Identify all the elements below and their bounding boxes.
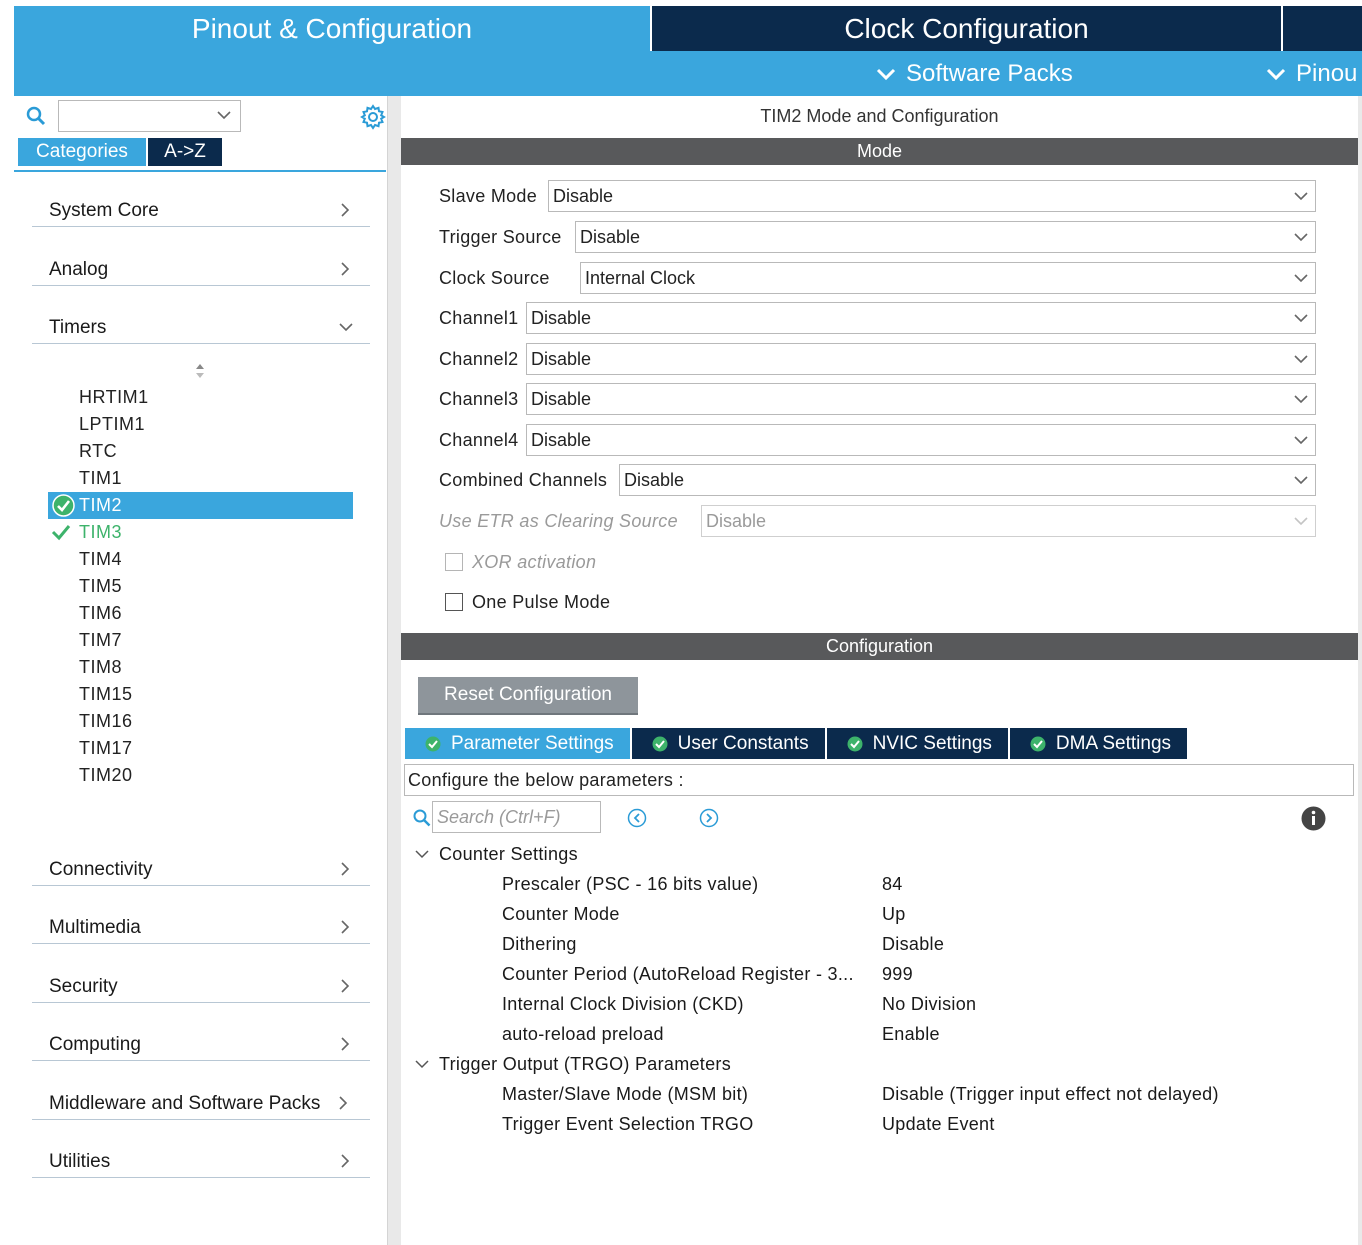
category-label: System Core	[49, 200, 159, 221]
timer-item-tim2[interactable]	[48, 492, 353, 519]
chevron-right-icon	[340, 261, 350, 277]
group-trgo-parameters[interactable]	[415, 1049, 731, 1079]
timer-label: TIM2	[79, 495, 123, 515]
chevron-down-icon	[1293, 433, 1309, 447]
clock-source-row	[439, 262, 1319, 294]
tab-label: DMA Settings	[1055, 732, 1172, 754]
chevron-right-icon	[340, 978, 350, 994]
param-row[interactable]	[502, 959, 1352, 989]
param-name: Master/Slave Mode (MSM bit)	[502, 1083, 749, 1104]
param-value[interactable]: Update Event	[882, 1113, 995, 1134]
next-match-icon[interactable]	[699, 808, 719, 828]
category-multimedia[interactable]	[32, 908, 370, 944]
category-analog[interactable]	[32, 250, 370, 286]
group-counter-settings[interactable]	[415, 839, 578, 869]
reset-configuration-button[interactable]: Reset Configuration	[418, 677, 638, 715]
trigger-source-select[interactable]	[575, 221, 1316, 253]
checkbox-label: One Pulse Mode	[472, 591, 611, 612]
chevron-down-icon	[338, 321, 354, 333]
chevron-right-icon	[340, 861, 350, 877]
chevron-down-icon	[1266, 67, 1286, 81]
timer-item-tim6[interactable]	[48, 600, 353, 627]
field-label: Use ETR as Clearing Source	[439, 510, 678, 531]
mode-configuration-panel	[401, 96, 1358, 1245]
chevron-down-icon	[415, 849, 429, 859]
param-name: Prescaler (PSC - 16 bits value)	[502, 873, 759, 894]
combined-channels-select[interactable]	[619, 464, 1316, 496]
channel1-row	[439, 302, 1319, 334]
tab-a-to-z[interactable]: A->Z	[148, 138, 222, 166]
chevron-down-icon	[1293, 189, 1309, 203]
xor-activation-checkbox	[445, 553, 463, 571]
timer-item-rtc[interactable]	[48, 438, 353, 465]
mode-section-header: Mode	[401, 138, 1358, 165]
pinout-menu[interactable]	[1266, 51, 1357, 96]
chevron-down-icon	[876, 67, 896, 81]
param-value[interactable]: Disable (Trigger input effect not delayed)	[882, 1083, 1219, 1104]
category-label: Utilities	[49, 1151, 111, 1172]
sidebar-splitter[interactable]	[388, 96, 401, 1245]
chevron-down-icon	[1293, 514, 1309, 528]
field-label: Trigger Source	[439, 226, 562, 247]
param-value[interactable]: Disable	[882, 933, 945, 954]
param-value[interactable]: 84	[882, 873, 903, 894]
tab-parameter-settings[interactable]	[405, 728, 630, 759]
category-label: Computing	[49, 1034, 141, 1055]
timer-label: TIM1	[79, 468, 123, 488]
channel2-row	[439, 343, 1319, 375]
categories-sidebar	[14, 96, 388, 1245]
software-packs-menu[interactable]	[876, 51, 1073, 96]
timer-item-tim8[interactable]	[48, 654, 353, 681]
chevron-down-icon	[1293, 311, 1309, 325]
chevron-right-icon	[340, 1036, 350, 1052]
field-label: Channel1	[439, 307, 519, 328]
timer-label: LPTIM1	[79, 414, 146, 434]
check-circle-icon	[1030, 736, 1046, 752]
select-value: Disable	[553, 185, 614, 206]
param-name: Counter Period (AutoReload Register - 3...	[502, 963, 854, 984]
category-computing[interactable]	[32, 1025, 370, 1061]
select-value: Internal Clock	[585, 267, 696, 288]
timer-label: TIM20	[79, 765, 133, 785]
field-label: Channel4	[439, 429, 519, 450]
channel2-select[interactable]	[526, 343, 1316, 375]
tab-label: Parameter Settings	[451, 732, 614, 754]
select-value: Disable	[531, 429, 592, 450]
chevron-right-icon	[340, 1153, 350, 1169]
timer-item-tim3[interactable]	[48, 519, 353, 546]
timer-label: TIM8	[79, 657, 123, 677]
sidebar-search-combo[interactable]	[58, 100, 241, 132]
field-label: Combined Channels	[439, 469, 608, 490]
check-circle-icon	[425, 736, 441, 752]
tab-more[interactable]	[1283, 6, 1362, 51]
param-name: Internal Clock Division (CKD)	[502, 993, 744, 1014]
channel3-select[interactable]	[526, 383, 1316, 415]
tab-clock-configuration[interactable]: Clock Configuration	[652, 6, 1281, 51]
param-row[interactable]	[502, 899, 1352, 929]
select-value: Disable	[531, 348, 592, 369]
param-row[interactable]	[502, 1079, 1352, 1109]
timer-label: TIM16	[79, 711, 133, 731]
timer-label: TIM17	[79, 738, 133, 758]
timer-label: TIM15	[79, 684, 133, 704]
config-description: Configure the below parameters :	[404, 764, 1354, 796]
sort-icon[interactable]	[192, 362, 208, 380]
timer-label: TIM5	[79, 576, 123, 596]
timer-item-lptim1[interactable]	[48, 411, 353, 438]
category-label: Timers	[49, 317, 107, 338]
main-tab-bar	[14, 6, 1362, 51]
select-value: Disable	[580, 226, 641, 247]
timer-label: TIM4	[79, 549, 123, 569]
one-pulse-mode-checkbox[interactable]	[445, 593, 463, 611]
tab-label: NVIC Settings	[872, 732, 992, 754]
param-row[interactable]	[502, 869, 1352, 899]
search-icon[interactable]	[26, 106, 46, 126]
etr-clearing-select	[701, 505, 1316, 537]
timer-item-tim16[interactable]	[48, 708, 353, 735]
sidebar-view-tabs	[18, 138, 222, 166]
channel4-select[interactable]	[526, 424, 1316, 456]
param-value[interactable]: No Division	[882, 993, 977, 1014]
select-value: Disable	[706, 510, 767, 531]
chevron-down-icon	[415, 1059, 429, 1069]
chevron-down-icon	[1293, 392, 1309, 406]
timer-item-tim15[interactable]	[48, 681, 353, 708]
slave-mode-select[interactable]	[548, 180, 1316, 212]
group-label: Counter Settings	[439, 843, 578, 864]
tab-dma-settings[interactable]	[1010, 728, 1187, 759]
check-icon	[50, 522, 72, 542]
field-label: Channel2	[439, 348, 519, 369]
gear-icon[interactable]	[360, 104, 386, 130]
configuration-section-header: Configuration	[401, 633, 1358, 660]
combined-channels-row	[439, 464, 1319, 496]
timer-item-tim7[interactable]	[48, 627, 353, 654]
category-timers[interactable]	[32, 308, 370, 344]
timer-item-tim20[interactable]	[48, 762, 353, 789]
param-row[interactable]	[502, 1109, 1352, 1139]
param-value[interactable]: Up	[882, 903, 906, 924]
configuration-tabs	[405, 728, 1189, 759]
timer-label: HRTIM1	[79, 387, 149, 407]
category-middleware[interactable]	[32, 1084, 370, 1120]
pinout-label: Pinou	[1296, 59, 1358, 87]
timer-label: RTC	[79, 441, 118, 461]
timer-label: TIM6	[79, 603, 123, 623]
category-system-core[interactable]	[32, 191, 370, 227]
timer-item-tim4[interactable]	[48, 546, 353, 573]
chevron-right-icon	[338, 1095, 348, 1111]
channel4-row	[439, 424, 1319, 456]
tab-categories[interactable]: Categories	[18, 138, 146, 166]
chevron-right-icon	[340, 202, 350, 218]
channel3-row	[439, 383, 1319, 415]
category-label: Middleware and Software Packs	[49, 1093, 321, 1114]
previous-match-icon[interactable]	[627, 808, 647, 828]
category-label: Analog	[49, 259, 109, 280]
one-pulse-mode-row	[445, 588, 610, 616]
panel-title: TIM2 Mode and Configuration	[760, 106, 999, 126]
search-icon	[413, 809, 431, 827]
chevron-down-icon	[216, 108, 232, 122]
select-value: Disable	[531, 307, 592, 328]
chevron-down-icon	[1293, 230, 1309, 244]
param-row[interactable]	[502, 1019, 1352, 1049]
timer-item-tim1[interactable]	[48, 465, 353, 492]
etr-clearing-row	[439, 505, 1319, 537]
select-value: Disable	[531, 388, 592, 409]
channel1-select[interactable]	[526, 302, 1316, 334]
tab-nvic-settings[interactable]	[827, 728, 1008, 759]
tab-pinout-configuration[interactable]: Pinout & Configuration	[14, 6, 650, 51]
parameter-search-input[interactable]: Search (Ctrl+F)	[432, 801, 601, 833]
category-label: Security	[49, 976, 118, 997]
field-label: Clock Source	[439, 267, 550, 288]
param-row[interactable]	[502, 929, 1352, 959]
check-circle-icon	[52, 494, 75, 517]
timer-label: TIM7	[79, 630, 123, 650]
param-name: auto-reload preload	[502, 1023, 664, 1044]
category-label: Multimedia	[49, 917, 141, 938]
category-connectivity[interactable]	[32, 850, 370, 886]
check-circle-icon	[847, 736, 863, 752]
param-value[interactable]: 999	[882, 963, 913, 984]
group-label: Trigger Output (TRGO) Parameters	[439, 1053, 732, 1074]
tab-user-constants[interactable]	[632, 728, 825, 759]
category-security[interactable]	[32, 967, 370, 1003]
chevron-right-icon	[340, 919, 350, 935]
category-utilities[interactable]	[32, 1142, 370, 1178]
field-label: Slave Mode	[439, 185, 538, 206]
param-value[interactable]: Enable	[882, 1023, 940, 1044]
check-circle-icon	[652, 736, 668, 752]
chevron-down-icon	[1293, 352, 1309, 366]
right-scrollbar[interactable]	[1358, 96, 1362, 1245]
tab-underline	[14, 170, 386, 172]
software-packs-label: Software Packs	[906, 59, 1073, 87]
timer-item-tim5[interactable]	[48, 573, 353, 600]
field-label: Channel3	[439, 388, 519, 409]
tab-label: User Constants	[677, 732, 809, 754]
param-name: Dithering	[502, 933, 577, 954]
timer-item-tim17[interactable]	[48, 735, 353, 762]
param-row[interactable]	[502, 989, 1352, 1019]
trigger-source-row	[439, 221, 1319, 253]
info-icon[interactable]	[1301, 806, 1326, 831]
checkbox-label: XOR activation	[472, 551, 597, 572]
clock-source-select[interactable]	[580, 262, 1316, 294]
xor-activation-row	[445, 548, 596, 576]
chevron-down-icon	[1293, 271, 1309, 285]
chevron-down-icon	[1293, 473, 1309, 487]
select-value: Disable	[624, 469, 685, 490]
timer-item-hrtim1[interactable]	[48, 384, 353, 411]
sidebar-search-row	[22, 100, 382, 132]
category-label: Connectivity	[49, 859, 153, 880]
timer-label: TIM3	[79, 522, 123, 542]
slave-mode-row	[439, 180, 1319, 212]
param-name: Trigger Event Selection TRGO	[502, 1113, 754, 1134]
sub-toolbar	[14, 51, 1362, 96]
param-name: Counter Mode	[502, 903, 620, 924]
